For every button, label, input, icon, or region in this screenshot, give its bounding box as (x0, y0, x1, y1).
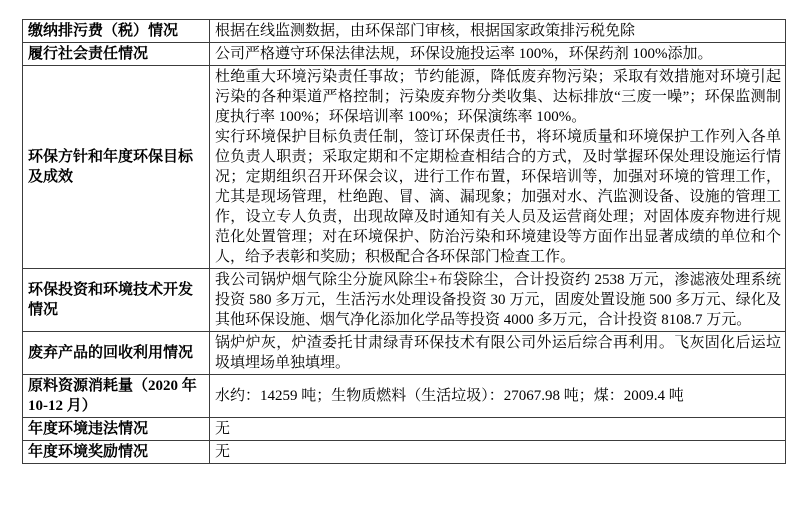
table-row-waste-recycling (23, 332, 786, 375)
paragraph: 无 (215, 421, 231, 437)
table-row-awards (23, 441, 786, 464)
row-content (210, 269, 786, 332)
row-label: 废弃产品的回收利用情况 (23, 332, 210, 375)
row-content (210, 20, 786, 43)
paragraph: 我公司锅炉烟气除尘分旋风除尘+布袋除尘，合计投资约 2538 万元，渗滤液处理系统投资 580 多万元，生活污水处理设备投资 30 万元，固废处置设施 500 多万元、绿化及其他环保设施、烟气净化添加化学品等投资 4000 多万元，合计投资 8108.7 万元。 (215, 272, 781, 328)
paragraph: 杜绝重大环境污染责任事故；节约能源，降低废弃物污染；采取有效措施对环境引起污染的各种渠道严格控制；污染废弃物分类收集、达标排放“三废一噪”；环保监测制度执行率 100%；环保培训率 100%；环保演练率 100%。 (215, 69, 781, 125)
row-label: 年度环境违法情况 (23, 418, 210, 441)
table-row-investment (23, 269, 786, 332)
table-row-violations (23, 418, 786, 441)
paragraph: 水约：14259 吨；生物质燃料（生活垃圾）：27067.98 吨；煤：2009.4 吨 (215, 388, 684, 404)
paragraph: 锅炉炉灰，炉渣委托甘肃绿青环保技术有限公司外运后综合再利用。飞灰固化后运垃圾填埋场单独填埋。 (215, 335, 781, 371)
row-content (210, 441, 786, 464)
row-content (210, 418, 786, 441)
paragraph: 实行环境保护目标负责任制，签订环保责任书，将环境质量和环境保护工作列入各单位负责人职责；采取定期和不定期检查相结合的方式，及时掌握环保处理设施运行情况；定期组织召开环保会议，进行工作布置，环保培训等，加强对环境的管理工作，尤其是现场管理，杜绝跑、冒、滴、漏现象；加强对水、汽监测设备、设施的管理工作，设立专人负责，出现故障及时通知有关人员及运营商处理；对固体废弃物进行规范化处置管理；对在环境保护、防治污染和环境建设等方面作出显著成绩的单位和个人，给予表彰和奖励；积极配合各环保部门检查工作。 (215, 129, 781, 265)
row-content (210, 66, 786, 269)
paragraph: 公司严格遵守环保法律法规，环保设施投运率 100%，环保药剂 100%添加。 (215, 46, 713, 62)
row-label: 环保投资和环境技术开发情况 (23, 269, 210, 332)
row-label: 年度环境奖励情况 (23, 441, 210, 464)
row-label: 原料资源消耗量（2020 年 10-12 月） (23, 375, 210, 418)
row-label: 环保方针和年度环保目标及成效 (23, 66, 210, 269)
paragraph: 无 (215, 444, 231, 460)
row-label: 缴纳排污费（税）情况 (23, 20, 210, 43)
row-content (210, 332, 786, 375)
row-content (210, 43, 786, 66)
table-row-material-consumption (23, 375, 786, 418)
row-label: 履行社会责任情况 (23, 43, 210, 66)
table-row-policy-goals (23, 66, 786, 269)
table-row-social-responsibility (23, 43, 786, 66)
row-content (210, 375, 786, 418)
paragraph: 根据在线监测数据，由环保部门审核，根据国家政策排污税免除 (215, 23, 636, 39)
table-row-pollution-fee (23, 20, 786, 43)
environment-report-table (22, 19, 786, 464)
